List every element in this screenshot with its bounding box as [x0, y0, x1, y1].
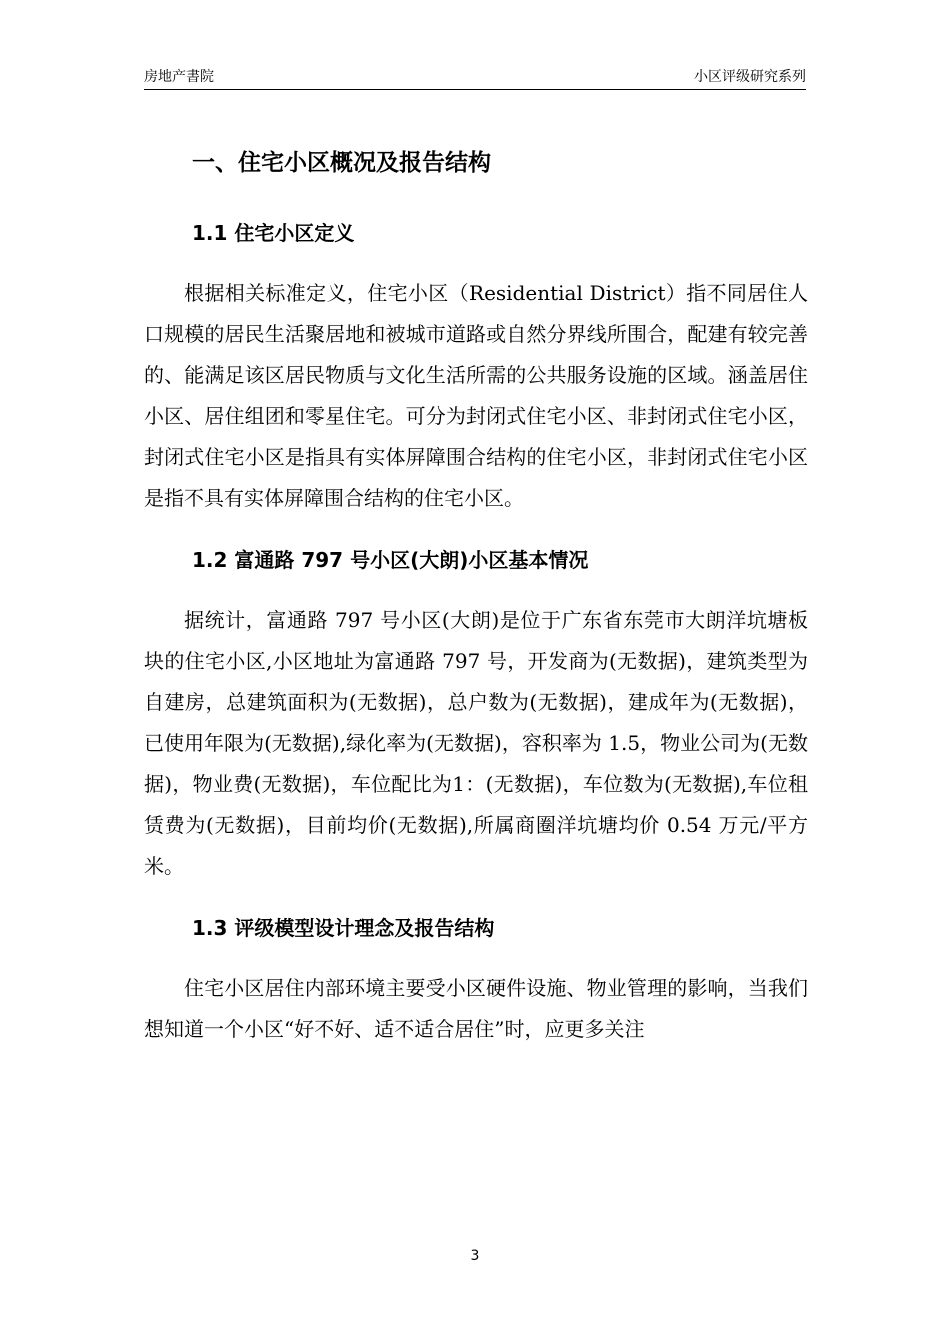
- page-body: [144, 143, 808, 1071]
- section-title: 一、住宅小区概况及报告结构: [192, 150, 491, 176]
- heading-1-2: 1.2 富通路 797 号小区(大朗)小区基本情况: [192, 548, 589, 572]
- paragraph-1-1: 根据相关标准定义，住宅小区（Residential District）指不同居住人口规模的居民生活聚居地和被城市道路或自然分界线所围合，配建有较完善的、能满足该区居民物质与文化生活所需的公共服务设施的区域。涵盖居住小区、居住组团和零星住宅。可分为封闭式住宅小区、非封闭式住宅小区，封闭式住宅小区是指具有实体屏障围合结构的住宅小区，非封闭式住宅小区是指不具有实体屏障围合结构的住宅小区。: [144, 281, 808, 510]
- paragraph-1-2: 据统计，富通路 797 号小区(大朗)是位于广东省东莞市大朗洋坑塘板块的住宅小区,小区地址为富通路 797 号，开发商为(无数据)，建筑类型为自建房，总建筑面积为(无数据)，总户数为(无数据)，建成年为(无数据)，已使用年限为(无数据),绿化率为(无数据)，容积率为 1.5，物业公司为(无数据)，物业费(无数据)，车位配比为1：(无数据)，车位数为(无数据),车位租赁费为(无数据)，目前均价(无数据),所属商圈洋坑塘均价 0.54 万元/平方米。: [144, 608, 808, 878]
- paragraph-1-3: 住宅小区居住内部环境主要受小区硬件设施、物业管理的影响，当我们想知道一个小区“好不好、适不适合居住”时，应更多关注: [144, 976, 808, 1041]
- heading-1-1: 1.1 住宅小区定义: [192, 221, 355, 245]
- heading-1-3: 1.3 评级模型设计理念及报告结构: [192, 916, 495, 940]
- page-number: 3: [470, 1248, 480, 1264]
- header-divider: [144, 89, 806, 90]
- header-left-title: 房地产書院: [144, 69, 214, 85]
- header-right-title: 小区评级研究系列: [694, 69, 806, 85]
